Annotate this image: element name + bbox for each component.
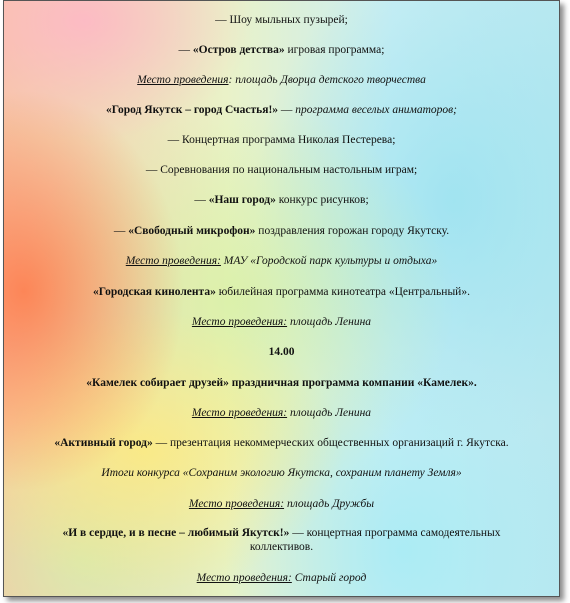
venue-place: Старый город xyxy=(291,572,367,584)
venue-label: Место проведения: xyxy=(191,316,288,328)
item-title: «Активный город» xyxy=(54,437,153,449)
program-item xyxy=(4,13,559,27)
time-heading xyxy=(4,345,559,359)
item-text: — презентация некоммерческих общественных организаций г. Якутска. xyxy=(152,437,509,449)
venue-place: МАУ «Городской парк культуры и отдыха» xyxy=(220,255,438,267)
program-item xyxy=(4,526,559,554)
venue-label: Место проведения: xyxy=(196,572,292,584)
item-text: — Соревнования по национальным настольным играм; xyxy=(145,164,418,176)
item-dash: — xyxy=(113,225,129,237)
item-italic: программа веселых аниматоров; xyxy=(295,104,458,116)
item-title: «И в сердце, и в песне – любимый Якутск!» xyxy=(62,527,290,539)
item-text: — Шоу мыльных пузырей; xyxy=(215,14,348,26)
venue-line xyxy=(4,406,559,420)
item-text: — концертная программа самодеятельных коллективов. xyxy=(249,527,501,553)
program-item xyxy=(4,163,559,177)
item-dash: — xyxy=(194,194,209,206)
program-item xyxy=(4,193,559,207)
venue-line xyxy=(4,571,559,585)
venue-place: площадь Дружбы xyxy=(284,498,375,510)
venue-line xyxy=(4,315,559,329)
program-page xyxy=(3,0,560,597)
program-item xyxy=(4,285,559,299)
program-item xyxy=(4,103,559,117)
item-title: «Город Якутск – город Счастья!» xyxy=(105,104,279,116)
venue-line xyxy=(4,497,559,511)
item-text: конкурс рисунков; xyxy=(275,194,369,206)
venue-label: Место проведения: xyxy=(188,498,285,510)
venue-separator: : xyxy=(228,74,233,86)
program-item xyxy=(4,376,559,390)
venue-label: Место проведения xyxy=(137,74,229,86)
item-title: «Остров детства» xyxy=(192,44,285,56)
program-item xyxy=(4,466,559,480)
venue-place: площадь Ленина xyxy=(287,316,372,328)
venue-place: площадь Ленина xyxy=(287,407,372,419)
program-item xyxy=(4,133,559,147)
venue-line xyxy=(4,254,559,268)
item-text: игровая программа; xyxy=(284,44,385,56)
item-title: «Свободный микрофон» xyxy=(128,225,256,237)
item-title: «Камелек собирает друзей» праздничная программа компании «Камелек». xyxy=(86,377,477,389)
program-item xyxy=(4,224,559,238)
venue-label: Место проведения: xyxy=(191,407,288,419)
time-value: 14.00 xyxy=(268,346,295,358)
item-dash: — xyxy=(178,44,193,56)
venue-label: Место проведения: xyxy=(125,255,221,267)
item-text: поздравления горожан городу Якутску. xyxy=(255,225,450,237)
item-italic: Итоги конкурса «Сохраним экологию Якутска, сохраним планету Земля» xyxy=(101,467,462,479)
item-text: юбилейная программа кинотеатра «Центральный». xyxy=(215,286,470,298)
item-title: «Городская кинолента» xyxy=(93,286,216,298)
program-item xyxy=(4,436,559,450)
item-text: — Концертная программа Николая Пестерева; xyxy=(167,134,396,146)
venue-line xyxy=(4,73,559,87)
item-text: — xyxy=(278,104,296,116)
program-item xyxy=(4,43,559,57)
venue-place: площадь Дворца детского творчества xyxy=(232,74,426,86)
item-title: «Наш город» xyxy=(208,194,276,206)
